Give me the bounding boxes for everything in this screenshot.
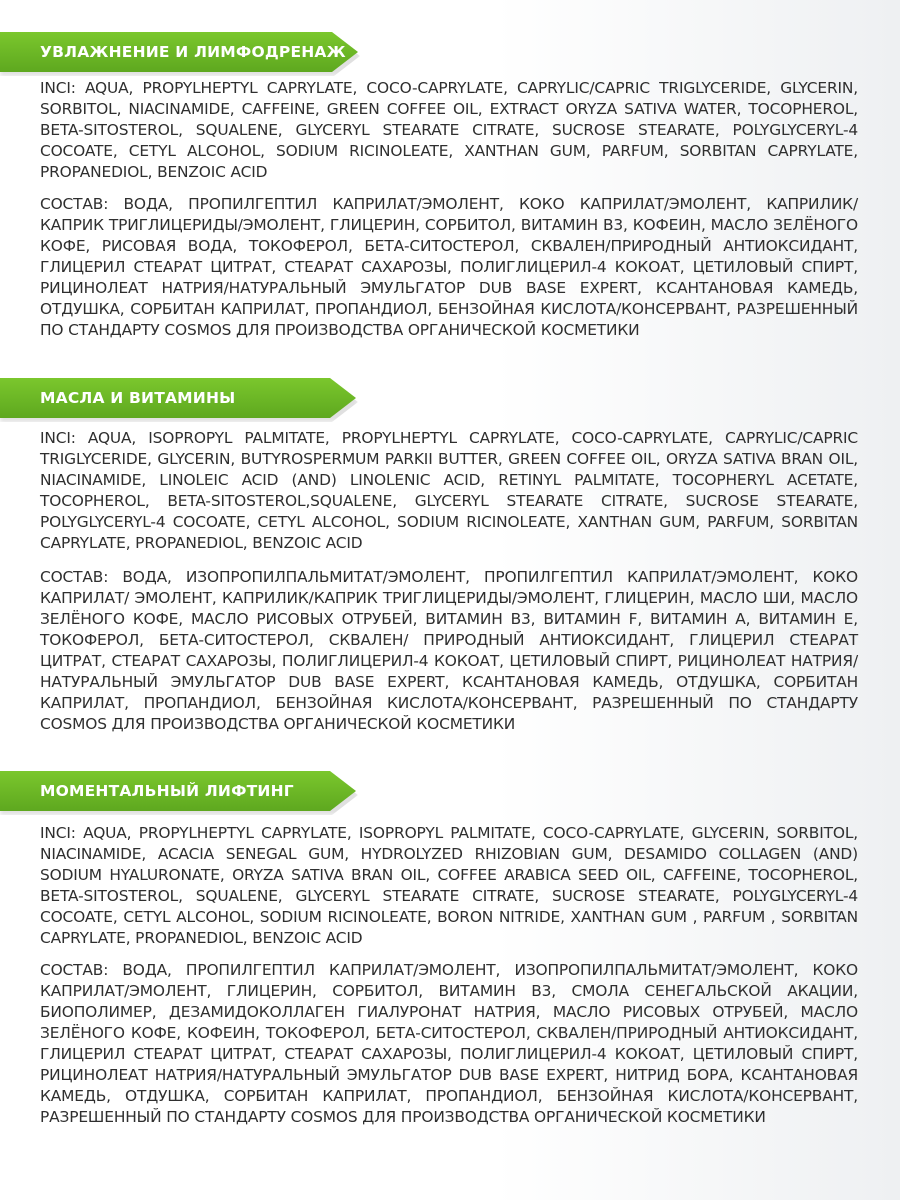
- section-title: МОМЕНТАЛЬНЫЙ ЛИФТИНГ: [40, 782, 294, 800]
- section-moisturizing: [0, 32, 900, 339]
- inci-list: INCI: AQUA, PROPYLHEPTYL CAPRYLATE, COCO-CAPRYLATE, CAPRYLIC/CAPRIC TRIGLYCERIDE, GLYCERIN, SORBITOL, NIACINAMIDE, CAFFEINE, GREEN COFFEE OIL, EXTRACT ORYZA SATIVA WATER, TOCOPHEROL, BETA-SITOSTEROL, SQUALENE, GLYCERYL STEARATE CITRATE, SUCROSE STEARATE, POLYGLYCERYL-4 COCOATE, CETYL ALCOHOL, SODIUM RICINOLEATE, XANTHAN GUM, PARFUM, SORBITAN CAPRYLATE, PROPANEDIOL, BENZOIC ACID: [40, 79, 858, 181]
- section-banner: [0, 378, 900, 418]
- inci-list: INCI: AQUA, ISOPROPYL PALMITATE, PROPYLHEPTYL CAPRYLATE, COCO-CAPRYLATE, CAPRYLIC/CAPRIC TRIGLYCERIDE, GLYCERIN, BUTYROSPERMUM PARKII BUTTER, GREEN COFFEE OIL, ORYZA SATIVA BRAN OIL, NIACINAMIDE, LINOLEIC ACID (AND) LINOLENIC ACID, RETINYL PALMITATE, TOCOPHERYL ACETATE, TOCOPHEROL, BETA-SITOSTEROL,SQUALENE, GLYCERYL STEARATE CITRATE, SUCROSE STEARATE, POLYGLYCERYL-4 COCOATE, CETYL ALCOHOL, SODIUM RICINOLEATE, XANTHAN GUM, PARFUM, SORBITAN CAPRYLATE, PROPANEDIOL, BENZOIC ACID: [40, 429, 858, 552]
- sostav-list: СОСТАВ: ВОДА, ИЗОПРОПИЛПАЛЬМИТАТ/ЭМОЛЕНТ, ПРОПИЛГЕПТИЛ КАПРИЛАТ/ЭМОЛЕНТ, КОКО КАПРИЛАТ/ ЭМОЛЕНТ, КАПРИЛИК/КАПРИК ТРИГЛИЦЕРИДЫ/ЭМОЛЕНТ, ГЛИЦЕРИН, МАСЛО ШИ, МАСЛО ЗЕЛЁНОГО КОФЕ, МАСЛО РИСОВЫХ ОТРУБЕЙ, ВИТАМИН В3, ВИТАМИН F, ВИТАМИН А, ВИТАМИН Е, ТОКОФЕРОЛ, БЕТА-СИТОСТЕРОЛ, СКВАЛЕН/ ПРИРОДНЫЙ АНТИОКСИДАНТ, ГЛИЦЕРИЛ СТЕАРАТ ЦИТРАТ, СТЕАРАТ САХАРОЗЫ, ПОЛИГЛИЦЕРИЛ-4 КОКОАТ, ЦЕТИЛОВЫЙ СПИРТ, РИЦИНОЛЕАТ НАТРИЯ/НАТУРАЛЬНЫЙ ЭМУЛЬГАТОР DUB BASE EXPERT, КСАНТАНОВАЯ КАМЕДЬ, ОТДУШКА, СОРБИТАН КАПРИЛАТ, ПРОПАНДИОЛ, БЕНЗОЙНАЯ КИСЛОТА/КОНСЕРВАНТ, РАЗРЕШЕННЫЙ ПО СТАНДАРТУ COSMOS ДЛЯ ПРОИЗВОДСТВА ОРГАНИЧЕСКОЙ КОСМЕТИКИ: [40, 568, 858, 733]
- section-title: МАСЛА И ВИТАМИНЫ: [40, 389, 236, 407]
- inci-list: INCI: AQUA, PROPYLHEPTYL CAPRYLATE, ISOPROPYL PALMITATE, COCO-CAPRYLATE, GLYCERIN, SORBITOL, NIACINAMIDE, ACACIA SENEGAL GUM, HYDROLYZED RHIZOBIAN GUM, DESAMIDO COLLAGEN (AND) SODIUM HYALURONATE, ORYZA SATIVA BRAN OIL, COFFEE ARABICA SEED OIL, CAFFEINE, TOCOPHEROL, BETA-SITOSTEROL, SQUALENE, GLYCERYL STEARATE CITRATE, SUCROSE STEARATE, POLYGLYCERYL-4 COCOATE, CETYL ALCOHOL, SODIUM RICINOLEATE, BORON NITRIDE, XANTHAN GUM , PARFUM , SORBITAN CAPRYLATE, PROPANEDIOL, BENZOIC ACID: [40, 824, 858, 947]
- section-banner: [0, 771, 900, 811]
- sostav-list: СОСТАВ: ВОДА, ПРОПИЛГЕПТИЛ КАПРИЛАТ/ЭМОЛЕНТ, ИЗОПРОПИЛПАЛЬМИТАТ/ЭМОЛЕНТ, КОКО КАПРИЛАТ/ЭМОЛЕНТ, ГЛИЦЕРИН, СОРБИТОЛ, ВИТАМИН В3, СМОЛА СЕНЕГАЛЬСКОЙ АКАЦИИ, БИОПОЛИМЕР, ДЕЗАМИДОКОЛЛАГЕН ГИАЛУРОНАТ НАТРИЯ, МАСЛО РИСОВЫХ ОТРУБЕЙ, МАСЛО ЗЕЛЁНОГО КОФЕ, КОФЕИН, ТОКОФЕРОЛ, БЕТА-СИТОСТЕРОЛ, СКВАЛЕН/ПРИРОДНЫЙ АНТИОКСИДАНТ, ГЛИЦЕРИЛ СТЕАРАТ ЦИТРАТ, СТЕАРАТ САХАРОЗЫ, ПОЛИГЛИЦЕРИЛ-4 КОКОАТ, ЦЕТИЛОВЫЙ СПИРТ, РИЦИНОЛЕАТ НАТРИЯ/НАТУРАЛЬНЫЙ ЭМУЛЬГАТОР DUB BASE EXPERT, НИТРИД БОРА, КСАНТАНОВАЯ КАМЕДЬ, ОТДУШКА, СОРБИТАН КАПРИЛАТ, ПРОПАНДИОЛ, БЕНЗОЙНАЯ КИСЛОТА/КОНСЕРВАНТ, РАЗРЕШЕННЫЙ ПО СТАНДАРТУ COSMOS ДЛЯ ПРОИЗВОДСТВА ОРГАНИЧЕСКОЙ КОСМЕТИКИ: [40, 961, 858, 1126]
- section-oils-vitamins: [0, 378, 900, 733]
- section-instant-lifting: [0, 771, 900, 1126]
- sostav-list: СОСТАВ: ВОДА, ПРОПИЛГЕПТИЛ КАПРИЛАТ/ЭМОЛЕНТ, КОКО КАПРИЛАТ/ЭМОЛЕНТ, КАПРИЛИК/КАПРИК ТРИГЛИЦЕРИДЫ/ЭМОЛЕНТ, ГЛИЦЕРИН, СОРБИТОЛ, ВИТАМИН В3, КОФЕИН, МАСЛО ЗЕЛЁНОГО КОФЕ, РИСОВАЯ ВОДА, ТОКОФЕРОЛ, БЕТА-СИТОСТЕРОЛ, СКВАЛЕН/ПРИРОДНЫЙ АНТИОКСИДАНТ, ГЛИЦЕРИЛ СТЕАРАТ ЦИТРАТ, СТЕАРАТ САХАРОЗЫ, ПОЛИГЛИЦЕРИЛ-4 КОКОАТ, ЦЕТИЛОВЫЙ СПИРТ, РИЦИНОЛЕАТ НАТРИЯ/НАТУРАЛЬНЫЙ ЭМУЛЬГАТОР DUB BASE EXPERT, КСАНТАНОВАЯ КАМЕДЬ, ОТДУШКА, СОРБИТАН КАПРИЛАТ, ПРОПАНДИОЛ, БЕНЗОЙНАЯ КИСЛОТА/КОНСЕРВАНТ, РАЗРЕШЕННЫЙ ПО СТАНДАРТУ COSMOS ДЛЯ ПРОИЗВОДСТВА ОРГАНИЧЕСКОЙ КОСМЕТИКИ: [40, 195, 858, 339]
- section-banner: [0, 32, 900, 72]
- section-title: УВЛАЖНЕНИЕ И ЛИМФОДРЕНАЖ: [40, 43, 346, 61]
